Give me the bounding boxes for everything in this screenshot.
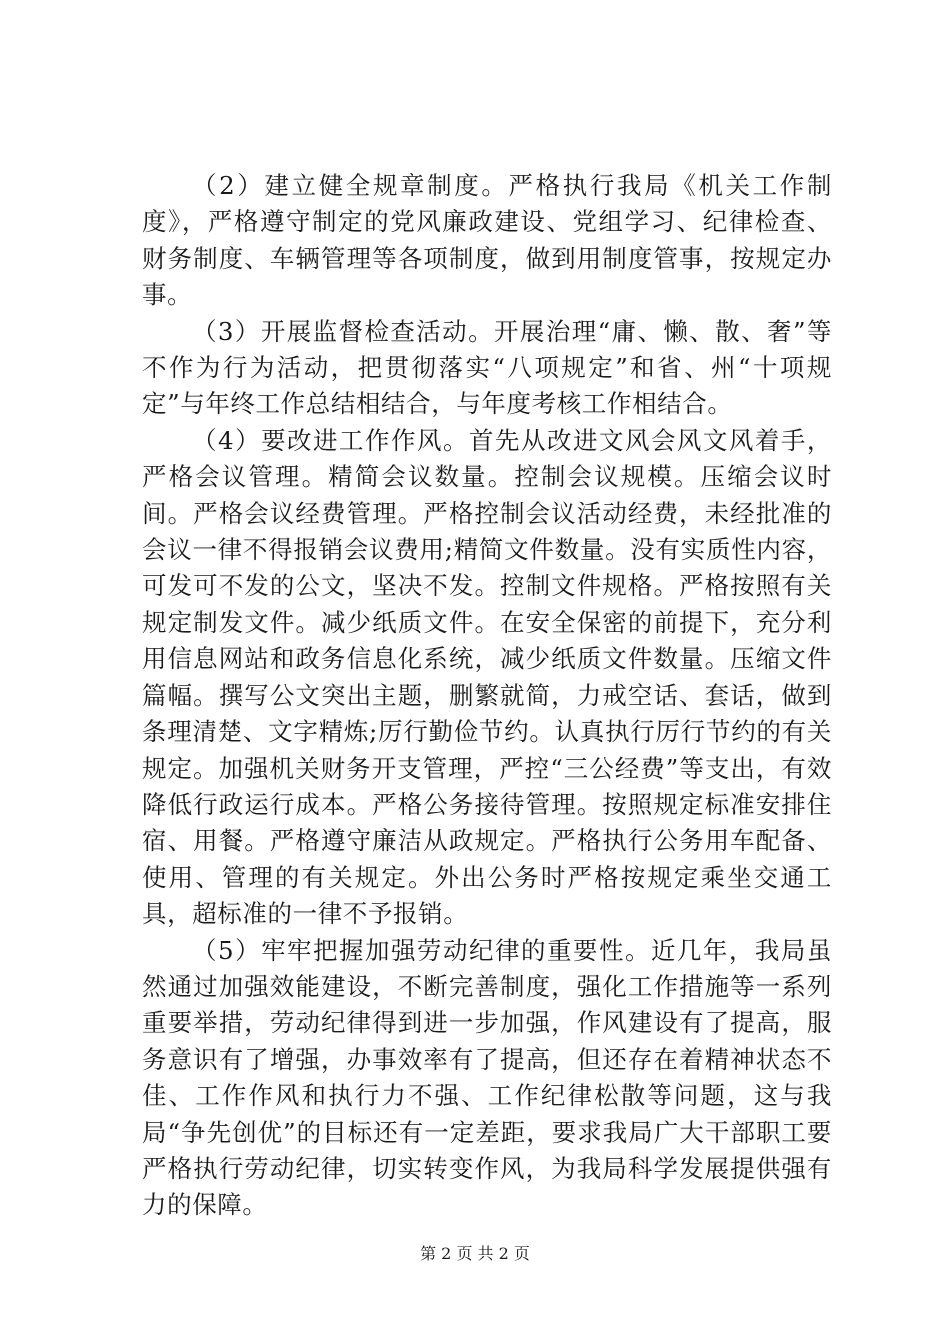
paragraph-item-5: （5）牢牢把握加强劳动纪律的重要性。近几年，我局虽然通过加强效能建设，不断完善制度，强化工作措施等一系列重要举措，劳动纪律得到进一步加强，作风建设有了提高，服务意识有了增强，办事效率有了提高，但还存在着精神状态不佳、工作作风和执行力不强、工作纪律松散等问题，这与我局“争先创优”的目标还有一定差距，要求我局广大干部职工要严格执行劳动纪律，切实转变作风，为我局科学发展提供强有力的保障。 <box>142 935 832 1220</box>
document-body <box>142 168 832 1224</box>
paragraph-item-2: （2）建立健全规章制度。严格执行我局《机关工作制度》，严格遵守制定的党风廉政建设、党组学习、纪律检查、财务制度、车辆管理等各项制度，做到用制度管事，按规定办事。 <box>142 171 832 310</box>
page-number-footer: 第 2 页 共 2 页 <box>420 1244 530 1263</box>
paragraph-item-4: （4）要改进工作作风。首先从改进文风会风文风着手，严格会议管理。精简会议数量。控制会议规模。压缩会议时间。严格会议经费管理。严格控制会议活动经费，未经批准的会议一律不得报销会议费用;精简文件数量。没有实质性内容，可发可不发的公文，坚决不发。控制文件规格。严格按照有关规定制发文件。减少纸质文件。在安全保密的前提下，充分利用信息网站和政务信息化系统，减少纸质文件数量。压缩文件篇幅。撰写公文突出主题，删繁就简，力戒空话、套话，做到条理清楚、文字精炼;厉行勤俭节约。认真执行厉行节约的有关规定。加强机关财务开支管理，严控“三公经费”等支出，有效降低行政运行成本。严格公务接待管理。按照规定标准安排住宿、用餐。严格遵守廉洁从政规定。严格执行公务用车配备、使用、管理的有关规定。外出公务时严格按规定乘坐交通工具，超标准的一律不予报销。 <box>142 425 832 929</box>
paragraph-item-3: （3）开展监督检查活动。开展治理“庸、懒、散、奢”等不作为行为活动，把贯彻落实“八项规定”和省、州“十项规定”与年终工作总结相结合，与年度考核工作相结合。 <box>142 316 832 419</box>
